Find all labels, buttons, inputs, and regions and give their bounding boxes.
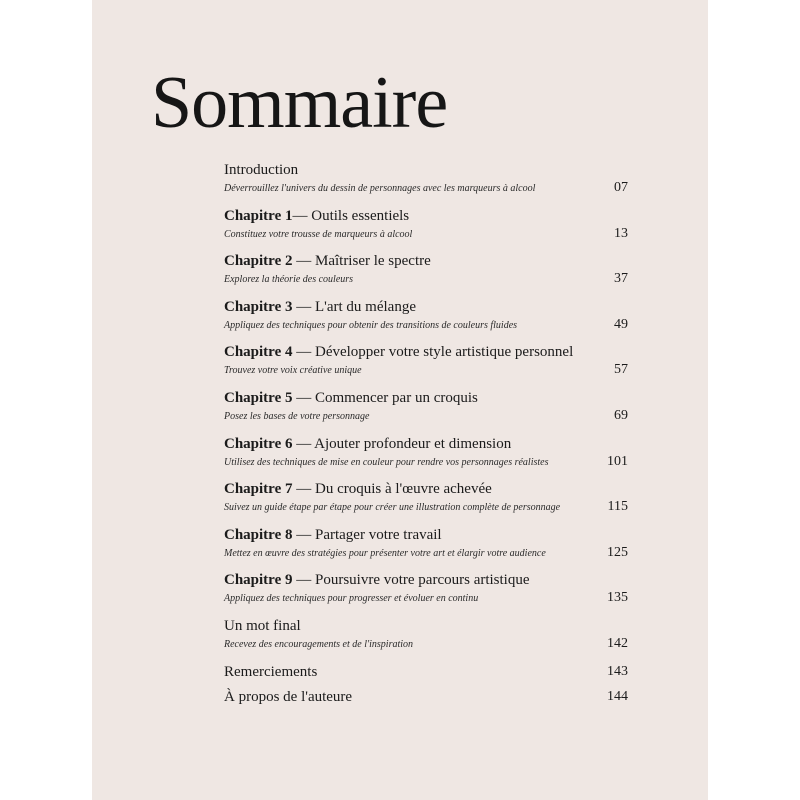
chapter-number: Chapitre 4 [224,344,293,361]
chapter-title: Maîtriser le spectre [314,253,431,270]
toc-entry-about-author [224,687,628,712]
chapter-separator: — [292,253,315,270]
chapter-separator: — [292,389,315,406]
chapter-number: Chapitre 2 [224,253,293,270]
chapter-number: Chapitre 8 [224,526,293,543]
page-number: 13 [614,225,628,241]
toc-subtitle: Explorez la théorie des couleurs [224,274,354,286]
toc-entry-chapter-8 [224,525,628,571]
toc-heading [224,687,352,707]
chapter-number: Chapitre 6 [224,435,293,452]
page-number: 07 [614,180,628,195]
toc-subtitle: Recevez des encouragements et de l'inspiration [224,638,414,650]
page-number: 135 [607,590,628,606]
chapter-separator: — [292,207,312,224]
chapter-separator: — [292,344,315,361]
toc-entry-acknowledgements [224,662,628,687]
chapter-separator: — [292,526,315,543]
chapter-number: Chapitre 5 [224,389,293,406]
chapter-title: Développer votre style artistique personnel [314,344,574,361]
chapter-title: Un mot final [224,617,301,634]
toc-entry-chapter-2 [224,251,628,297]
chapter-title: Partager votre travail [314,526,442,543]
page-number: 69 [614,407,628,423]
toc-heading [224,388,478,408]
page-number: 37 [614,271,628,287]
toc-heading [224,616,301,636]
toc-subtitle: Posez les bases de votre personnage [224,410,370,422]
toc-subtitle: Mettez en œuvre des stratégies pour présenter votre art et élargir votre audience [224,547,546,559]
book-page [92,0,708,800]
toc-heading [224,251,431,271]
toc-entry-chapter-5 [224,388,628,434]
toc-entry-chapter-9 [224,570,628,616]
toc-subtitle: Appliquez des techniques pour progresser et évoluer en continu [224,593,479,605]
page-number: 57 [614,362,628,378]
chapter-separator: — [292,572,315,589]
toc-heading [224,525,442,545]
toc-entry-chapter-1 [224,206,628,252]
toc-subtitle: Déverrouillez l'univers du dessin de personnages avec les marqueurs à alcool [224,183,536,194]
page-number: 101 [607,453,628,469]
page-title: Sommaire [151,62,448,144]
toc-heading [224,434,511,454]
toc-entry-final-word [224,616,628,662]
chapter-number: Chapitre 7 [224,481,293,498]
chapter-title: Remerciements [224,663,318,680]
toc-subtitle: Utilisez des techniques de mise en couleur pour rendre vos personnages réalistes [224,456,549,468]
chapter-title: Introduction [224,162,299,178]
toc-heading [224,479,492,499]
toc-subtitle: Suivez un guide étape par étape pour créer une illustration complète de personnage [224,502,561,514]
chapter-number: Chapitre 3 [224,298,293,315]
page-number: 142 [607,635,628,651]
chapter-title: Du croquis à l'œuvre achevée [314,481,492,498]
toc-entry-chapter-6 [224,434,628,480]
toc-heading [224,342,573,362]
page-number: 144 [607,688,628,704]
toc-heading [224,570,530,590]
toc-subtitle: Appliquez des techniques pour obtenir des transitions de couleurs fluides [224,319,518,331]
page-number: 125 [607,544,628,560]
toc-heading [224,662,317,682]
chapter-number: Chapitre 1 [224,207,293,224]
toc-heading [224,206,409,226]
chapter-title: Outils essentiels [311,207,410,224]
chapter-separator: — [292,298,315,315]
chapter-title: Ajouter profondeur et dimension [314,435,512,452]
chapter-title: Commencer par un croquis [314,389,478,406]
toc-entry-chapter-4 [224,342,628,388]
chapter-title: À propos de l'auteure [224,688,353,705]
page-number: 115 [607,499,628,515]
chapter-separator: — [292,435,315,452]
chapter-separator: — [292,481,315,498]
table-of-contents [224,160,628,712]
toc-heading [224,297,416,317]
chapter-title: Poursuivre votre parcours artistique [314,572,530,589]
page-number: 143 [607,663,628,679]
toc-heading [224,160,298,180]
toc-subtitle: Constituez votre trousse de marqueurs à alcool [224,228,413,240]
toc-entry-chapter-7 [224,479,628,525]
toc-subtitle: Trouvez votre voix créative unique [224,365,362,377]
toc-entry-chapter-3 [224,297,628,343]
chapter-number: Chapitre 9 [224,572,293,589]
page-number: 49 [614,316,628,332]
chapter-title: L'art du mélange [314,298,416,315]
toc-entry-introduction [224,160,628,206]
